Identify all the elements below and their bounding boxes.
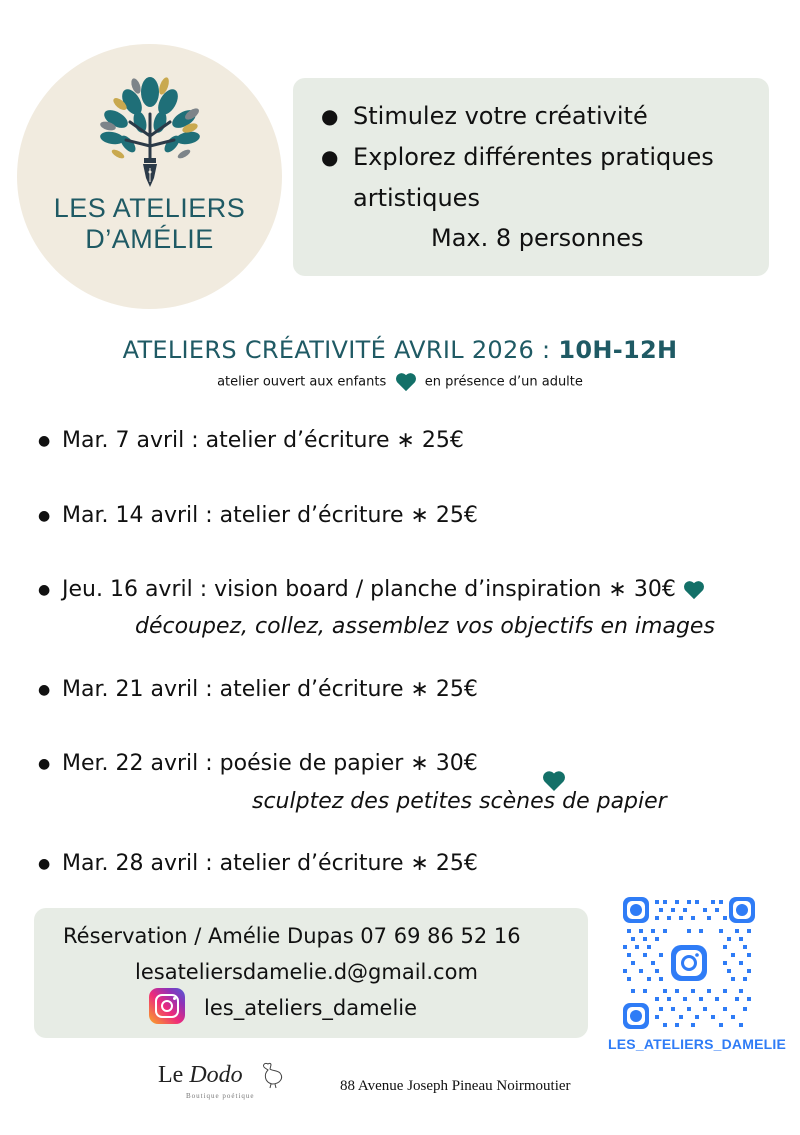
contact-email[interactable]: lesateliersdamelie.d@gmail.com bbox=[135, 960, 478, 984]
headline-text: ATELIERS CRÉATIVITÉ AVRIL 2026 : bbox=[122, 336, 559, 364]
bullet-icon: ● bbox=[321, 104, 339, 128]
heart-icon bbox=[395, 372, 417, 392]
intro-item-label: Explorez différentes pratiques bbox=[353, 143, 714, 171]
subtitle bbox=[0, 372, 800, 392]
intro-item bbox=[321, 96, 714, 137]
bullet-icon: ● bbox=[38, 582, 51, 598]
reservation-phone[interactable]: Réservation / Amélie Dupas 07 69 86 52 16 bbox=[63, 924, 521, 948]
le-dodo-name bbox=[158, 1062, 243, 1089]
instagram-handle[interactable]: les_ateliers_damelie bbox=[204, 996, 418, 1020]
session-text: Mar. 7 avril : atelier d’écriture ∗ 25€ bbox=[62, 428, 464, 453]
bullet-icon: ● bbox=[38, 756, 51, 772]
tree-fountain-pen-icon bbox=[90, 74, 210, 189]
session-item bbox=[38, 503, 478, 528]
session-item bbox=[38, 577, 705, 602]
intro-item-continuation bbox=[321, 178, 714, 219]
session-text: Mar. 14 avril : atelier d’écriture ∗ 25€ bbox=[62, 503, 478, 528]
qr-code[interactable] bbox=[623, 897, 755, 1029]
session-note: découpez, collez, assemblez vos objectifs en images bbox=[135, 614, 715, 639]
qr-label: LES_ATELIERS_DAMELIE bbox=[608, 1036, 786, 1052]
session-item bbox=[38, 751, 478, 776]
logo-line-2: D’AMÉLIE bbox=[85, 224, 214, 254]
bullet-spacer bbox=[321, 178, 353, 219]
logo-title bbox=[54, 193, 246, 255]
subline-left: atelier ouvert aux enfants bbox=[217, 374, 387, 390]
le-dodo-subtitle: Boutique poétique bbox=[186, 1092, 255, 1100]
address: 88 Avenue Joseph Pineau Noirmoutier bbox=[340, 1078, 571, 1094]
bullet-icon: ● bbox=[38, 856, 51, 872]
intro-item-label: Stimulez votre créativité bbox=[353, 102, 648, 130]
bullet-icon: ● bbox=[38, 682, 51, 698]
brand-le: Le bbox=[158, 1062, 190, 1088]
logo bbox=[17, 44, 282, 309]
session-text: Mer. 22 avril : poésie de papier ∗ 30€ bbox=[62, 751, 478, 776]
max-participants: Max. 8 personnes bbox=[431, 224, 644, 252]
heart-icon bbox=[683, 580, 705, 600]
intro-box bbox=[293, 78, 769, 276]
bullet-icon: ● bbox=[321, 145, 339, 169]
instagram-icon[interactable] bbox=[149, 988, 185, 1024]
logo-line-1: LES ATELIERS bbox=[53, 193, 246, 223]
intro-list bbox=[321, 96, 714, 219]
page-title bbox=[0, 336, 800, 364]
bullet-icon: ● bbox=[38, 508, 51, 524]
intro-item bbox=[321, 137, 714, 178]
subline-right: en présence d’un adulte bbox=[424, 374, 583, 390]
session-text: Mar. 21 avril : atelier d’écriture ∗ 25€ bbox=[62, 677, 478, 702]
intro-item-label: artistiques bbox=[353, 184, 480, 212]
bullet-icon: ● bbox=[38, 433, 51, 449]
session-text: Jeu. 16 avril : vision board / planche d’inspiration ∗ 30€ bbox=[62, 577, 676, 602]
session-note: sculptez des petites scènes de papier bbox=[252, 789, 667, 814]
instagram-lens bbox=[161, 1000, 173, 1012]
session-text: Mar. 28 avril : atelier d’écriture ∗ 25€ bbox=[62, 851, 478, 876]
dodo-bird-icon bbox=[260, 1060, 286, 1090]
headline-hours: 10H-12H bbox=[558, 336, 678, 364]
session-item bbox=[38, 851, 478, 876]
instagram-flash bbox=[173, 997, 176, 1000]
brand-dodo: Dodo bbox=[189, 1062, 243, 1088]
session-item bbox=[38, 677, 478, 702]
le-dodo-logo bbox=[158, 1062, 298, 1107]
session-item bbox=[38, 428, 464, 453]
